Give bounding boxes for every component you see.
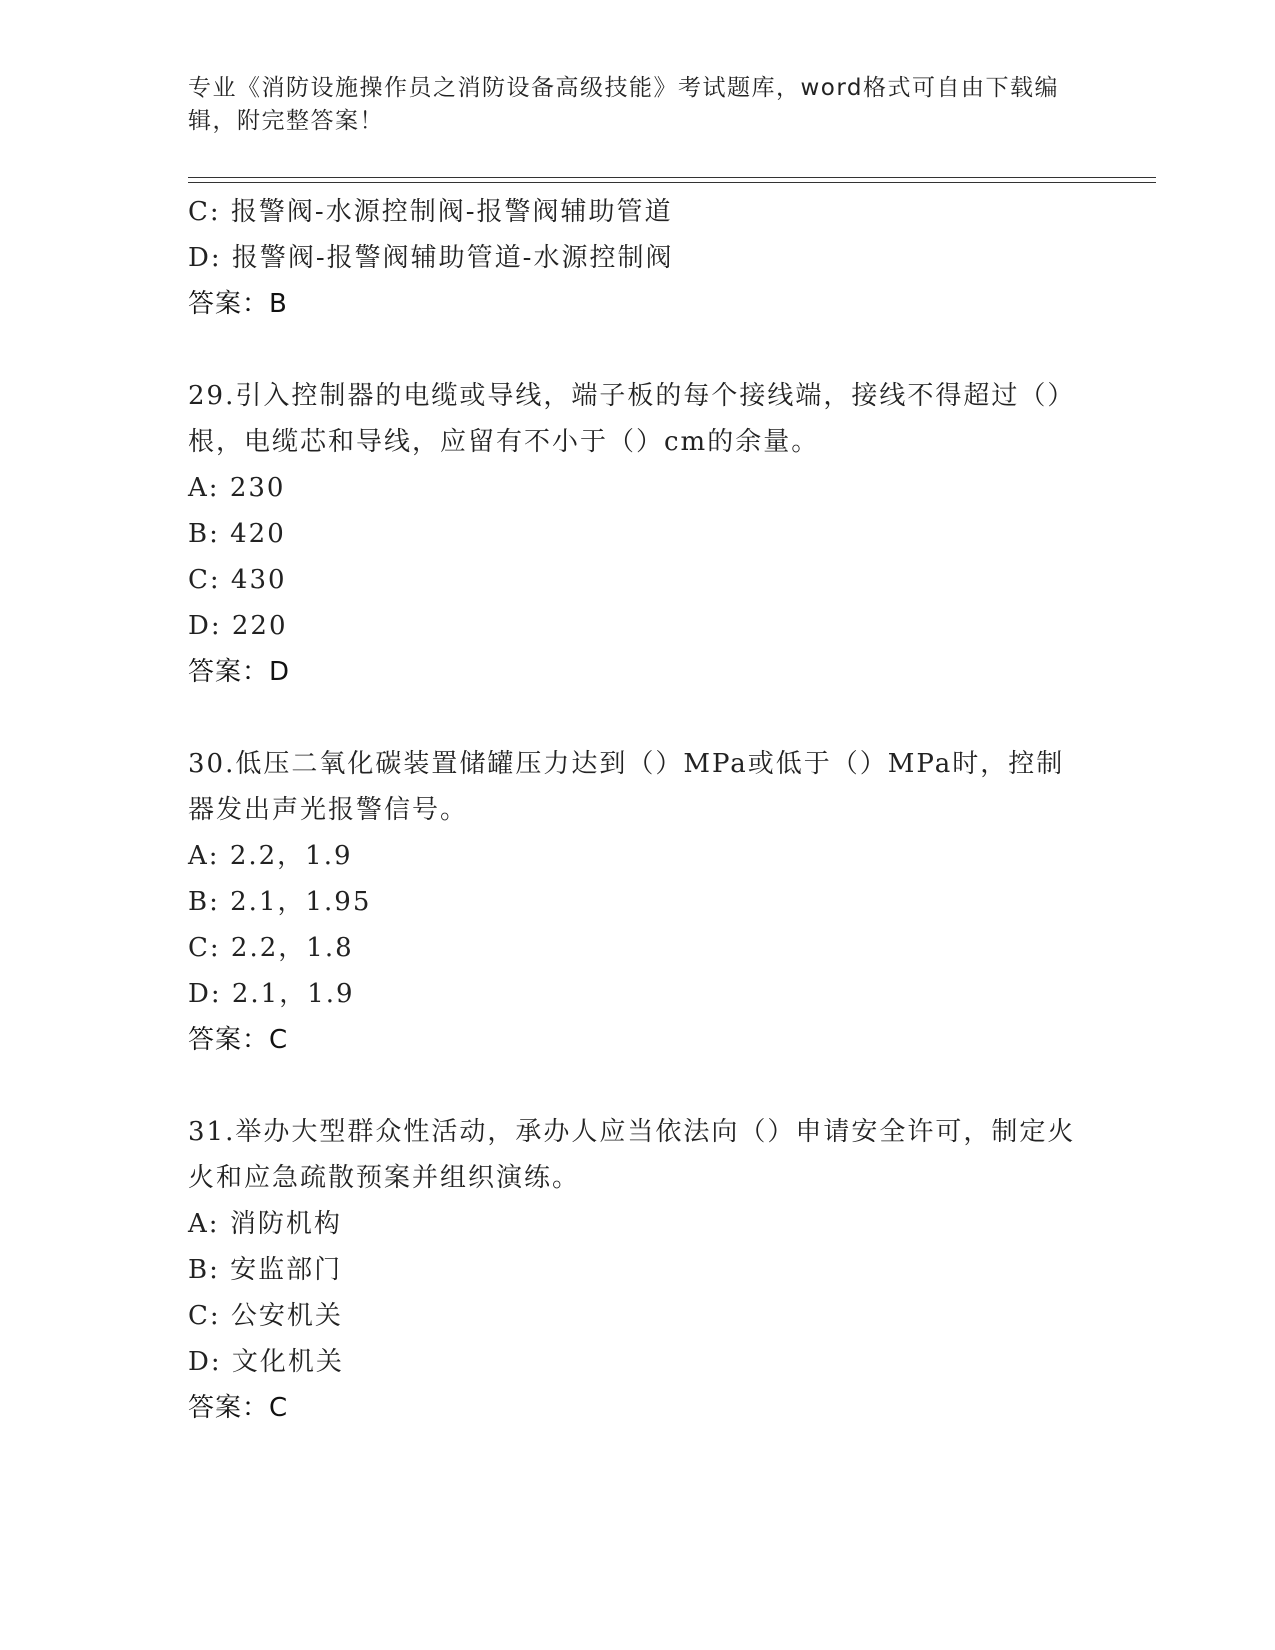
question-28-continued [188, 189, 1088, 327]
answer-line: 答案：C [188, 1393, 289, 1423]
option-label: D: [188, 979, 222, 1009]
option-c [188, 1293, 1088, 1339]
option-text: 430 [230, 565, 287, 595]
spacer [188, 1063, 1088, 1109]
option-label: C: [188, 565, 221, 595]
option-label: D: [188, 1347, 222, 1377]
spacer [188, 695, 1088, 741]
option-label: B: [188, 519, 220, 549]
document-header: 专业《消防设施操作员之消防设备高级技能》考试题库，word格式可自由下载编辑，附完整答案！ [188, 75, 1060, 134]
option-text: 报警阀-水源控制阀-报警阀辅助管道 [230, 197, 673, 227]
option-label: D: [188, 243, 222, 273]
option-text: 230 [229, 473, 286, 503]
answer-line: 答案：C [188, 1025, 289, 1055]
option-text: 2.1，1.9 [231, 979, 355, 1009]
option-text: 报警阀-报警阀辅助管道-水源控制阀 [231, 243, 674, 273]
option-a [188, 833, 1088, 879]
question-stem: 31.举办大型群众性活动，承办人应当依法向（）申请安全许可，制定火火和应急疏散预案并组织演练。 [188, 1117, 1076, 1193]
option-label: B: [188, 887, 220, 917]
option-c [188, 925, 1088, 971]
option-label: A: [188, 1209, 220, 1239]
option-label: C: [188, 933, 221, 963]
option-text: 文化机关 [231, 1347, 344, 1377]
header-divider-top [188, 177, 1156, 178]
option-text: 2.1，1.95 [230, 887, 372, 917]
option-text: 安监部门 [230, 1255, 343, 1285]
option-a [188, 465, 1088, 511]
option-label: B: [188, 1255, 220, 1285]
option-d [188, 971, 1088, 1017]
header-divider-bottom [188, 182, 1156, 183]
question-stem: 30.低压二氧化碳装置储罐压力达到（）MPa或低于（）MPa时，控制器发出声光报警信号。 [188, 749, 1065, 825]
option-text: 公安机关 [230, 1301, 343, 1331]
answer-line: 答案：B [188, 289, 288, 319]
question-31 [188, 1109, 1088, 1431]
question-list [188, 189, 1088, 1431]
question-30 [188, 741, 1088, 1063]
option-c [188, 189, 1088, 235]
option-text: 220 [231, 611, 288, 641]
option-label: C: [188, 1301, 221, 1331]
option-text: 消防机构 [229, 1209, 342, 1239]
spacer [188, 327, 1088, 373]
option-b [188, 879, 1088, 925]
option-label: D: [188, 611, 222, 641]
question-stem: 29.引入控制器的电缆或导线，端子板的每个接线端，接线不得超过（）根，电缆芯和导线，应留有不小于（）cm的余量。 [188, 381, 1076, 457]
option-b [188, 511, 1088, 557]
answer-line: 答案：D [188, 657, 291, 687]
question-29 [188, 373, 1088, 695]
option-label: C: [188, 197, 221, 227]
option-text: 420 [230, 519, 286, 549]
option-text: 2.2，1.8 [230, 933, 354, 963]
option-d [188, 235, 1088, 281]
option-c [188, 557, 1088, 603]
option-d [188, 1339, 1088, 1385]
option-label: A: [188, 841, 220, 871]
option-d [188, 603, 1088, 649]
option-a [188, 1201, 1088, 1247]
option-b [188, 1247, 1088, 1293]
option-text: 2.2，1.9 [229, 841, 353, 871]
option-label: A: [188, 473, 220, 503]
